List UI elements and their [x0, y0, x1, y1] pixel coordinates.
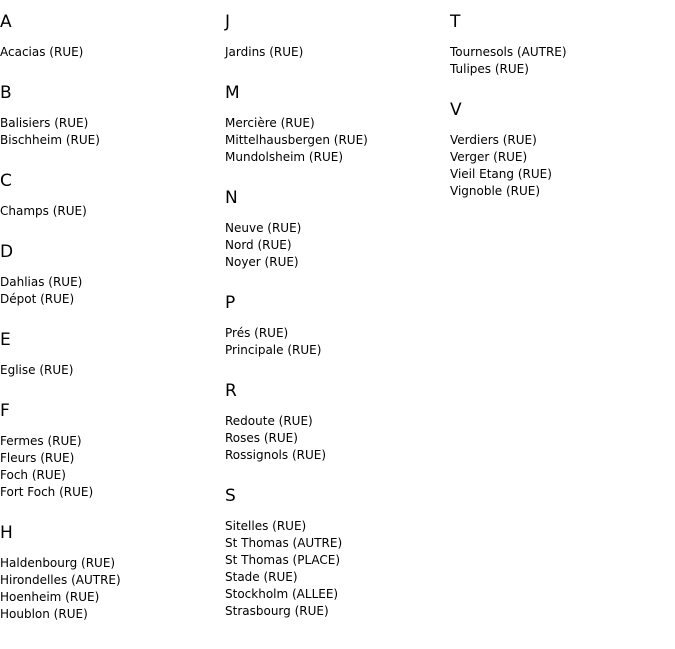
- street-list: [0, 433, 225, 501]
- letter-heading: H: [0, 523, 13, 543]
- street-list: [225, 518, 450, 620]
- street-link[interactable]: Nord (RUE): [225, 238, 292, 252]
- street-link[interactable]: Verger (RUE): [450, 150, 528, 164]
- street-link[interactable]: Tulipes (RUE): [450, 62, 529, 76]
- street-link[interactable]: Rossignols (RUE): [225, 448, 327, 462]
- street-link[interactable]: Principale (RUE): [225, 343, 322, 357]
- street-link[interactable]: Mercière (RUE): [225, 116, 315, 130]
- street-link[interactable]: Balisiers (RUE): [0, 116, 89, 130]
- letter-group-e: [0, 330, 225, 379]
- street-link[interactable]: Redoute (RUE): [225, 414, 313, 428]
- street-link[interactable]: Roses (RUE): [225, 431, 298, 445]
- street-link[interactable]: Bischheim (RUE): [0, 133, 100, 147]
- street-list: [225, 115, 450, 166]
- letter-heading: B: [0, 83, 12, 103]
- street-link[interactable]: Eglise (RUE): [0, 363, 74, 377]
- street-link[interactable]: Prés (RUE): [225, 326, 289, 340]
- letter-heading: P: [225, 293, 236, 313]
- street-index-column-3: [450, 0, 675, 200]
- street-link[interactable]: Noyer (RUE): [225, 255, 299, 269]
- letter-heading: T: [450, 12, 461, 32]
- street-link[interactable]: Haldenbourg (RUE): [0, 556, 116, 570]
- street-list: [450, 132, 675, 200]
- letter-group-f: [0, 401, 225, 501]
- street-link[interactable]: Sitelles (RUE): [225, 519, 307, 533]
- street-index-column-2: [225, 0, 450, 620]
- street-list: [0, 362, 225, 379]
- street-link[interactable]: Jardins (RUE): [225, 45, 304, 59]
- street-link[interactable]: St Thomas (AUTRE): [225, 536, 343, 550]
- street-link[interactable]: Houblon (RUE): [0, 607, 88, 621]
- street-link[interactable]: Fleurs (RUE): [0, 451, 75, 465]
- street-link[interactable]: Stockholm (ALLEE): [225, 587, 339, 601]
- letter-group-r: [225, 381, 450, 464]
- street-link[interactable]: St Thomas (PLACE): [225, 553, 341, 567]
- letter-heading: A: [0, 12, 12, 32]
- letter-heading: E: [0, 330, 11, 350]
- street-list: [225, 325, 450, 359]
- street-list: [0, 274, 225, 308]
- street-link[interactable]: Mittelhausbergen (RUE): [225, 133, 368, 147]
- letter-group-h: [0, 523, 225, 623]
- street-link[interactable]: Fermes (RUE): [0, 434, 82, 448]
- letter-heading: S: [225, 486, 236, 506]
- street-link[interactable]: Dépot (RUE): [0, 292, 75, 306]
- street-link[interactable]: Fort Foch (RUE): [0, 485, 94, 499]
- letter-heading: R: [225, 381, 237, 401]
- street-list: [450, 44, 675, 78]
- street-index-column-1: [0, 0, 225, 623]
- street-link[interactable]: Mundolsheim (RUE): [225, 150, 344, 164]
- letter-group-m: [225, 83, 450, 166]
- letter-group-j: [225, 12, 450, 61]
- street-list: [0, 203, 225, 220]
- letter-heading: C: [0, 171, 12, 191]
- street-link[interactable]: Acacias (RUE): [0, 45, 84, 59]
- letter-group-t: [450, 12, 675, 78]
- letter-heading: M: [225, 83, 240, 103]
- street-list: [0, 115, 225, 149]
- letter-heading: J: [225, 12, 231, 32]
- letter-group-n: [225, 188, 450, 271]
- letter-group-v: [450, 100, 675, 200]
- letter-group-p: [225, 293, 450, 359]
- letter-group-b: [0, 83, 225, 149]
- street-link[interactable]: Vieil Etang (RUE): [450, 167, 552, 181]
- street-link[interactable]: Champs (RUE): [0, 204, 87, 218]
- street-link[interactable]: Hoenheim (RUE): [0, 590, 100, 604]
- street-link[interactable]: Neuve (RUE): [225, 221, 302, 235]
- street-link[interactable]: Stade (RUE): [225, 570, 298, 584]
- street-link[interactable]: Foch (RUE): [0, 468, 66, 482]
- street-link[interactable]: Verdiers (RUE): [450, 133, 537, 147]
- street-link[interactable]: Vignoble (RUE): [450, 184, 541, 198]
- letter-group-a: [0, 12, 225, 61]
- letter-heading: D: [0, 242, 14, 262]
- street-list: [0, 555, 225, 623]
- street-link[interactable]: Dahlias (RUE): [0, 275, 83, 289]
- letter-heading: F: [0, 401, 10, 421]
- letter-group-c: [0, 171, 225, 220]
- letter-heading: V: [450, 100, 462, 120]
- letter-heading: N: [225, 188, 238, 208]
- street-list: [0, 44, 225, 61]
- street-link[interactable]: Strasbourg (RUE): [225, 604, 329, 618]
- letter-group-d: [0, 242, 225, 308]
- letter-group-s: [225, 486, 450, 620]
- street-list: [225, 413, 450, 464]
- street-list: [225, 44, 450, 61]
- street-link[interactable]: Tournesols (AUTRE): [450, 45, 567, 59]
- street-link[interactable]: Hirondelles (AUTRE): [0, 573, 121, 587]
- street-list: [225, 220, 450, 271]
